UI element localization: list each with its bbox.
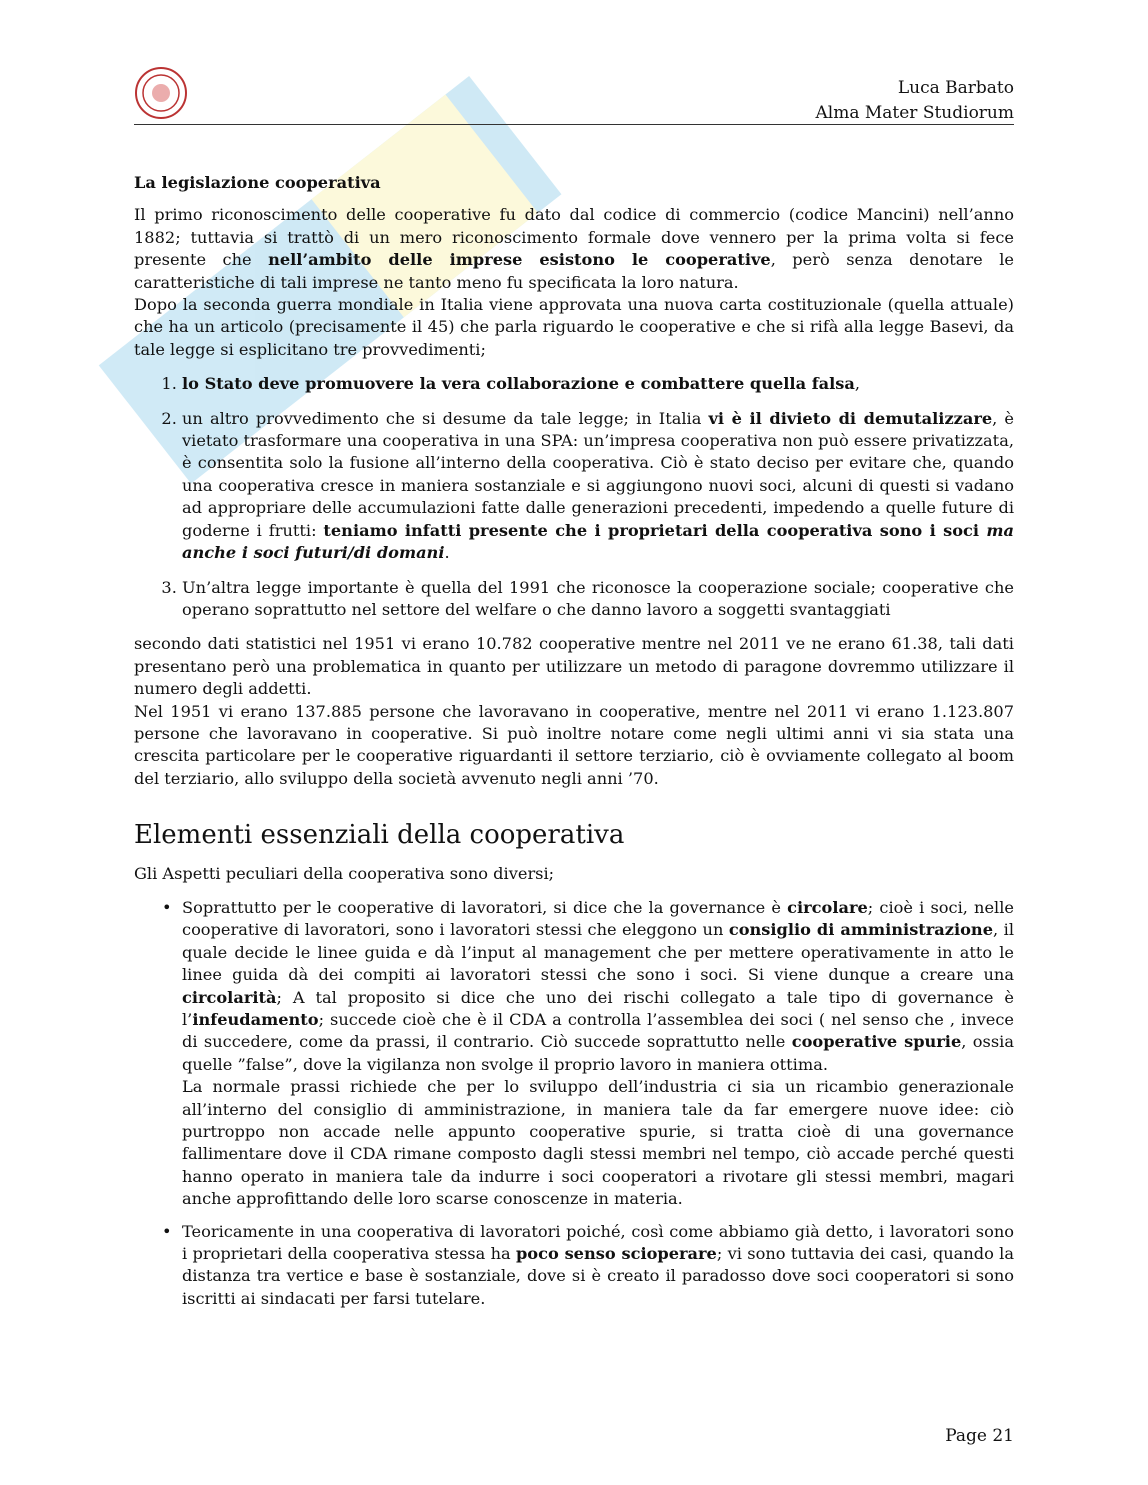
paragraph-4: Nel 1951 vi erano 137.885 persone che lavoravano in cooperative, mentre nel 2011 vi erano 1.123.807 persone che lavoravano in cooperative. Si può inoltre notare come negli ultimi anni vi sia stata una crescita particolare per le cooperative riguardanti il settore terziario, ciò è ovviamente collegato al boom del terziario, allo sviluppo della società avvenuto negli anni ’70.: [134, 701, 1014, 788]
section-intro: Gli Aspetti peculiari della cooperativa sono diversi;: [134, 863, 555, 883]
header-author: Luca Barbato: [897, 78, 1014, 98]
paragraph-1: Il primo riconoscimento delle cooperative fu dato dal codice di commercio (codice Mancini) nell’anno 1882; tuttavia si trattò di un mero riconoscimento formale dove vennero per la prima volta si fece presente che nell’ambito delle imprese esistono le cooperative, però senza denotare le caratteristiche di tali imprese ne tanto meno fu specificata la loro natura.: [134, 205, 1014, 292]
section-subtitle: La legislazione cooperativa: [134, 173, 381, 192]
aspects-list: [134, 897, 1014, 1310]
paragraph-2: Dopo la seconda guerra mondiale in Italia viene approvata una nuova carta costituzionale (quella attuale) che ha un articolo (precisamente il 45) che parla riguardo le cooperative e che si rifà alla legge Basevi, da tale legge si esplicitano tre provvedimenti;: [134, 295, 1014, 359]
list-item: 2. un altro provvedimento che si desume da tale legge; in Italia vi è il divieto di demutalizzare, è vietato trasformare una cooperativa in una SPA: un’impresa cooperativa non può essere privatizzata, è consentita solo la fusione all’interno della cooperativa. Ciò è stato deciso per evitare che, quando una cooperativa cresce in maniera sostanziale e si aggiungono nuovi soci, alcuni di questi si vadano ad appropriare delle accumulazioni fatte dalle generazioni precedenti, impedendo a quelle future di goderne i frutti: teniamo infatti presente che i proprietari della cooperativa sono i soci ma anche i soci futuri/di domani.: [182, 408, 1014, 565]
section-title: Elementi essenziali della cooperativa: [134, 820, 625, 851]
page-header: [815, 76, 1014, 126]
list-item: • Teoricamente in una cooperativa di lavoratori poiché, così come abbiamo già detto, i lavoratori sono i proprietari della cooperativa stessa ha poco senso scioperare; vi sono tuttavia dei casi, quando la distanza tra vertice e base è sostanziale, dove si è creato il paradosso dove soci cooperatori si sono iscritti ai sindacati per farsi tutelare.: [182, 1221, 1014, 1311]
list-item: • Soprattutto per le cooperative di lavoratori, si dice che la governance è circolare; cioè i soci, nelle cooperative di lavoratori, sono i lavoratori stessi che eleggono un consiglio di amministrazione, il quale decide le linee guida e dà l’input al management che per mettere operativamente in atto le linee guida dà dei compiti ai lavoratori stessi che sono i soci. Si viene dunque a creare una circolarità; A tal proposito si dice che uno dei rischi collegato a tale tipo di governance è l’infeudamento; succede cioè che è il CDA a controlla l’assemblea dei soci ( nel senso che , invece di succedere, come da prassi, il contrario. Ciò succede soprattutto nelle cooperative spurie, ossia quelle ”false”, dove la vigilanza non svolge il proprio lavoro in maniera ottima. La normale prassi richiede che per lo sviluppo dell’industria ci sia un ricambio generazionale all’interno del consiglio di amministrazione, in maniera tale da far emergere nuove idee: ciò purtroppo non accade nelle appunto cooperative spurie, si tratta cioè di una governance fallimentare dove il CDA rimane composto dagli stessi membri nel tempo, ciò accade perché questi hanno operato in maniera tale da indurre i soci cooperatori a rivotare gli stessi membri, magari anche approfittando delle loro scarse conoscenze in materia.: [182, 897, 1014, 1211]
page-number: Page 21: [945, 1426, 1014, 1446]
university-seal-icon: [134, 66, 188, 120]
header-divider: [134, 124, 1014, 125]
header-institution: Alma Mater Studiorum: [815, 103, 1014, 123]
list-item: 3. Un’altra legge importante è quella del 1991 che riconosce la cooperazione sociale; cooperative che operano soprattutto nel settore del welfare o che danno lavoro a soggetti svantaggiati: [182, 577, 1014, 622]
document-body: [134, 172, 1014, 1320]
provisions-list: [134, 373, 1014, 621]
paragraph-3: secondo dati statistici nel 1951 vi erano 10.782 cooperative mentre nel 2011 ve ne erano 61.38, tali dati presentano però una problematica in quanto per utilizzare un metodo di paragone dovremmo utilizzare il numero degli addetti.: [134, 634, 1014, 699]
list-item: 1. lo Stato deve promuovere la vera collaborazione e combattere quella falsa,: [182, 373, 1014, 395]
